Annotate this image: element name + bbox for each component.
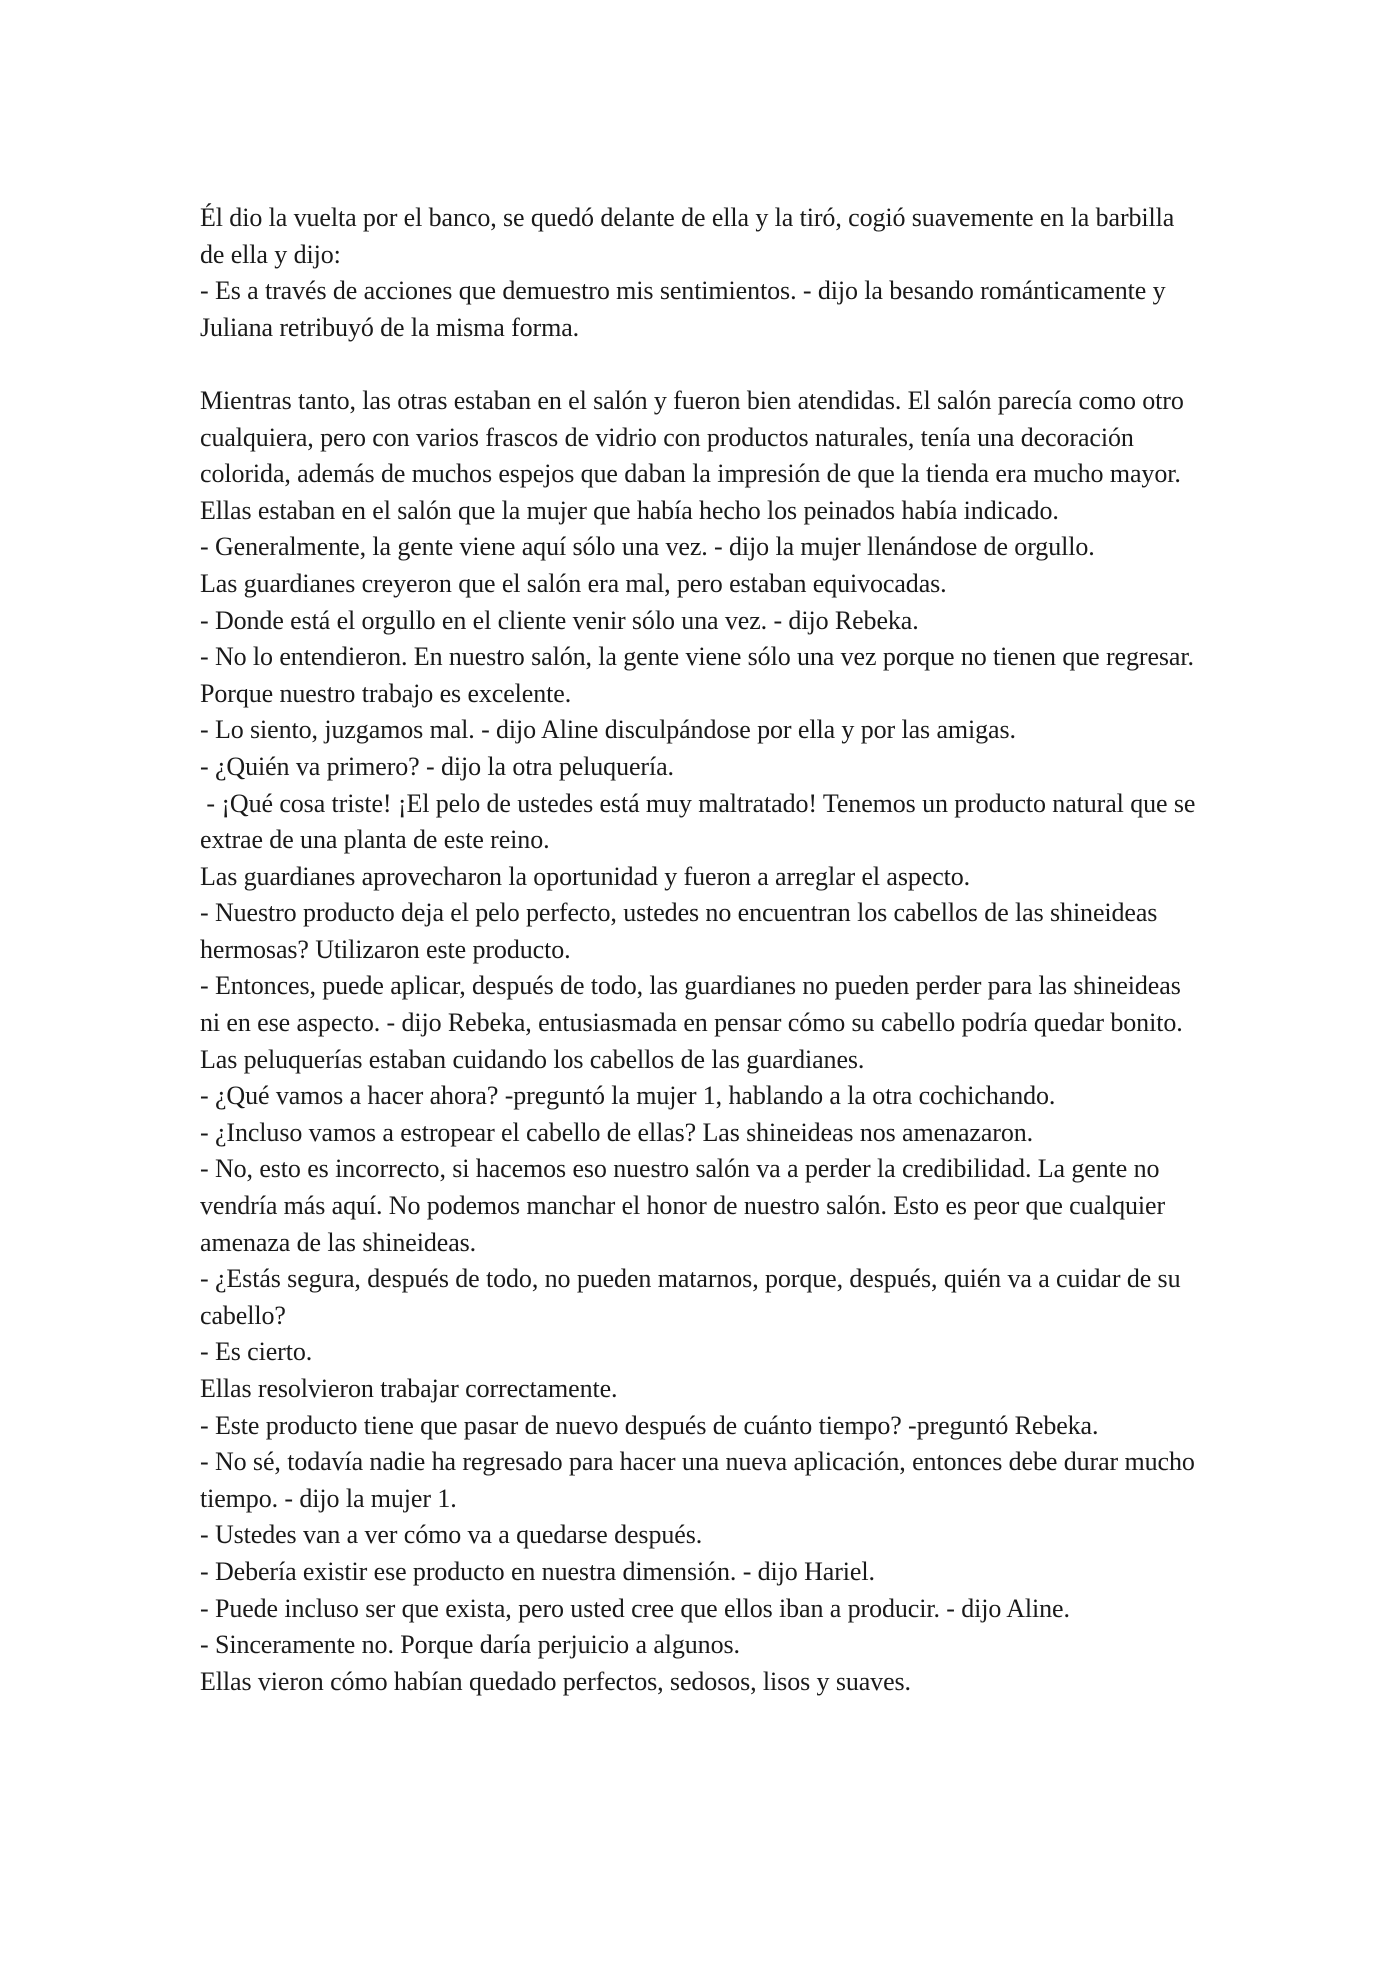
paragraph: Las peluquerías estaban cuidando los cabellos de las guardianes. [200,1044,865,1074]
dialogue-line: - Generalmente, la gente viene aquí sólo una vez. - dijo la mujer llenándose de orgullo. [200,532,1095,562]
dialogue-line: - Entonces, puede aplicar, después de todo, las guardianes no pueden perder para las shineideas ni en ese aspecto. - dijo Rebeka, entusiasmada en pensar cómo su cabello podría quedar bonito. [200,971,1183,1038]
paragraph: Ellas resolvieron trabajar correctamente. [200,1374,618,1403]
dialogue-line: - No, esto es incorrecto, si hacemos eso nuestro salón va a perder la credibilidad. La gente no vendría más aquí. No podemos manchar el honor de nuestro salón. Esto es peor que cualquier amenaza de las shineideas. [200,1154,1165,1257]
dialogue-line: - ¿Incluso vamos a estropear el cabello de ellas? Las shineideas nos amenazaron. [200,1117,1034,1147]
paragraph: Él dio la vuelta por el banco, se quedó delante de ella y la tiró, cogió suavemente en la barbilla de ella y dijo: [200,203,1175,269]
paragraph: Las guardianes creyeron que el salón era mal, pero estaban equivocadas. [200,568,947,598]
dialogue-line: - ¿Quién va primero? - dijo la otra peluquería. [200,751,674,781]
dialogue-line: - Nuestro producto deja el pelo perfecto, ustedes no encuentran los cabellos de las shineideas hermosas? Utilizaron este producto. [200,898,1158,964]
dialogue-line: - ¿Estás segura, después de todo, no pueden matarnos, porque, después, quién va a cuidar de su cabello? [200,1264,1181,1330]
dialogue-line: - Sinceramente no. Porque daría perjuicio a algunos. [200,1630,740,1660]
paragraph-gap [200,346,1200,383]
dialogue-line: - Debería existir ese producto en nuestra dimensión. - dijo Hariel. [200,1556,875,1586]
dialogue-line: - Este producto tiene que pasar de nuevo después de cuánto tiempo? -preguntó Rebeka. [200,1410,1099,1440]
dialogue-line: - ¿Qué vamos a hacer ahora? -preguntó la mujer 1, hablando a la otra cochichando. [200,1081,1056,1111]
dialogue-line: - No lo entendieron. En nuestro salón, la gente viene sólo una vez porque no tienen que regresar. Porque nuestro trabajo es excelente. [200,642,1194,708]
dialogue-line: - Es a través de acciones que demuestro mis sentimientos. - dijo la besando románticamente y Juliana retribuyó de la misma forma. [200,276,1166,342]
text-body [200,200,1200,1700]
dialogue-line: - ¡Qué cosa triste! ¡El pelo de ustedes está muy maltratado! Tenemos un producto natural que se extrae de una planta de este reino. [200,788,1202,855]
dialogue-line: - Lo siento, juzgamos mal. - dijo Aline disculpándose por ella y por las amigas. [200,715,1016,745]
dialogue-line: - Donde está el orgullo en el cliente venir sólo una vez. - dijo Rebeka. [200,605,919,635]
dialogue-line: - Puede incluso ser que exista, pero usted cree que ellos iban a producir. - dijo Aline. [200,1593,1070,1623]
paragraph: Mientras tanto, las otras estaban en el salón y fueron bien atendidas. El salón parecía como otro cualquiera, pero con varios frascos de vidrio con productos naturales, tenía una decoración colorida, además de muchos espejos que daban la impresión de que la tienda era mucho mayor. Ellas estaban en el salón que la mujer que había hecho los peinados había indicado. [200,385,1184,525]
paragraph: Las guardianes aprovecharon la oportunidad y fueron a arreglar el aspecto. [200,861,971,891]
dialogue-line: - Ustedes van a ver cómo va a quedarse después. [200,1520,703,1550]
paragraph: Ellas vieron cómo habían quedado perfectos, sedosos, lisos y suaves. [200,1666,911,1696]
dialogue-line: - Es cierto. [200,1337,313,1367]
dialogue-line: - No sé, todavía nadie ha regresado para hacer una nueva aplicación, entonces debe durar mucho tiempo. - dijo la mujer 1. [200,1447,1195,1513]
